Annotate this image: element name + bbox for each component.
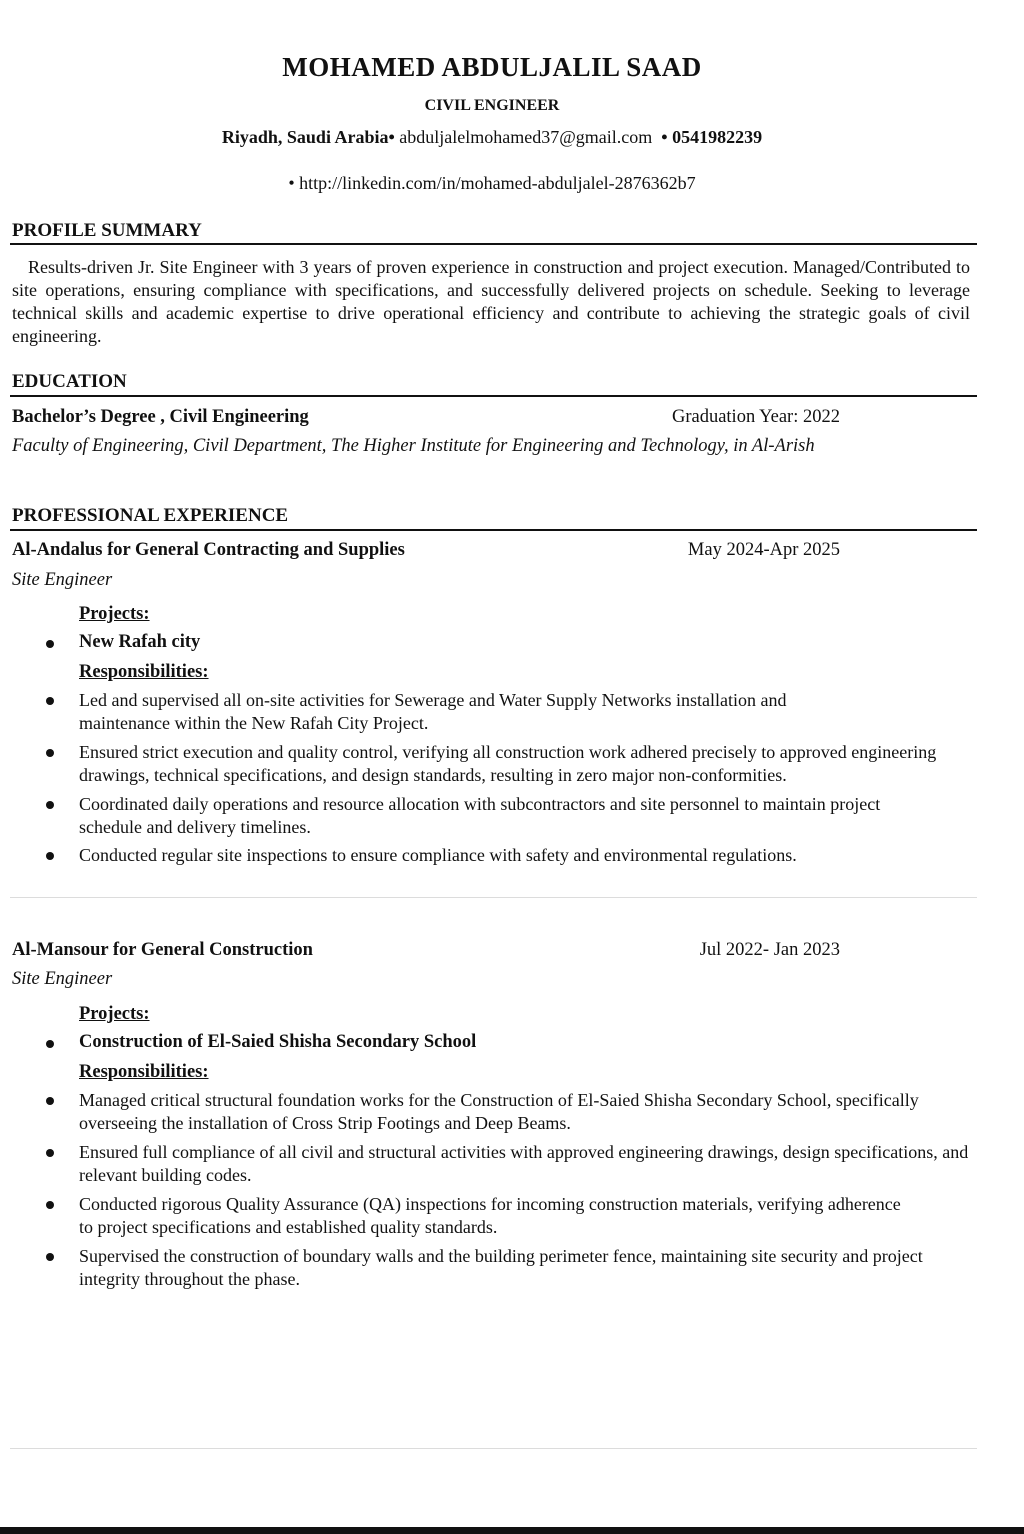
projects-label: Projects:	[79, 1004, 150, 1024]
institution: Faculty of Engineering, Civil Department, The Higher Institute for Engineering and Technology, in Al-Arish	[12, 436, 815, 456]
project-name: New Rafah city	[79, 632, 201, 652]
degree: Bachelor’s Degree , Civil Engineering	[12, 407, 309, 427]
location: Riyadh, Saudi Arabia	[221, 127, 389, 147]
bullet-icon	[46, 1097, 54, 1105]
job-title: CIVIL ENGINEER	[424, 97, 560, 114]
profile-summary-heading: PROFILE SUMMARY	[12, 220, 202, 241]
bullet-icon	[46, 1253, 54, 1261]
responsibility-item: Conducted regular site inspections to ensure compliance with safety and environmental regulations.	[79, 845, 797, 865]
responsibility-item: Managed critical structural foundation works for the Construction of El-Saied Shisha Secondary School, specifically overseeing the installation of Cross Strip Footings and Deep Beams.	[79, 1090, 919, 1133]
bullet-icon	[46, 1040, 54, 1048]
phone-number: 0541982239	[672, 127, 763, 147]
bullet-icon	[46, 801, 54, 809]
page-divider	[10, 1448, 977, 1449]
job-dates: Jul 2022- Jan 2023	[699, 940, 840, 960]
bullet-icon	[46, 697, 54, 705]
responsibilities-label: Responsibilities:	[79, 1062, 209, 1082]
experience-heading: PROFESSIONAL EXPERIENCE	[12, 505, 289, 526]
linkedin-link[interactable]: • http://linkedin.com/in/mohamed-abduljalel-2876362b7	[288, 173, 696, 193]
section-divider	[10, 243, 977, 245]
email-link[interactable]: abduljalelmohamed37@gmail.com	[399, 127, 653, 147]
job-role: Site Engineer	[12, 969, 113, 989]
education-heading: EDUCATION	[12, 371, 127, 392]
profile-summary-text: Results-driven Jr. Site Engineer with 3 years of proven experience in construction and project execution. Managed/Contributed to site operations, ensuring compliance with specifications, and successfully delivered projects on schedule. Seeking to leverage technical skills and academic expertise to drive operational efficiency and contribute to achieving the strategic goals of civil engineering.	[12, 257, 970, 346]
job-role: Site Engineer	[12, 570, 113, 590]
bullet-icon	[46, 1201, 54, 1209]
responsibility-item: Supervised the construction of boundary walls and the building perimeter fence, maintaining site security and project integrity throughout the phase.	[79, 1246, 923, 1289]
responsibility-item: Coordinated daily operations and resource allocation with subcontractors and site personnel to maintain project schedule and delivery timelines.	[79, 794, 881, 837]
section-divider	[10, 395, 977, 397]
responsibility-item: Ensured full compliance of all civil and structural activities with approved engineering drawings, design specifications, and relevant building codes.	[79, 1142, 969, 1185]
project-name: Construction of El-Saied Shisha Secondary School	[79, 1032, 477, 1052]
projects-label: Projects:	[79, 604, 150, 624]
bullet-icon	[46, 640, 54, 648]
job-company: Al-Andalus for General Contracting and Supplies	[12, 540, 405, 560]
responsibilities-label: Responsibilities:	[79, 662, 209, 682]
job-divider	[10, 897, 977, 898]
bullet-icon	[46, 749, 54, 757]
bottom-bar	[0, 1527, 1024, 1534]
bullet-icon	[46, 1149, 54, 1157]
job-dates: May 2024-Apr 2025	[687, 540, 840, 560]
job-company: Al-Mansour for General Construction	[12, 940, 313, 960]
responsibility-item: Ensured strict execution and quality control, verifying all construction work adhered precisely to approved engineering drawings, technical specifications, and design standards, resulting in zero major non-conformities.	[79, 742, 937, 785]
contact-line: Riyadh, Saudi Arabia• abduljalelmohamed37@gmail.com • 0541982239	[221, 127, 763, 147]
bullet-icon	[46, 852, 54, 860]
responsibility-item: Led and supervised all on-site activities for Sewerage and Water Supply Networks installation and maintenance within the New Rafah City Project.	[79, 690, 787, 733]
responsibility-item: Conducted rigorous Quality Assurance (QA) inspections for incoming construction materials, verifying adherence to project specifications and established quality standards.	[79, 1194, 901, 1237]
section-divider	[10, 529, 977, 531]
resume-name: MOHAMED ABDULJALIL SAAD	[282, 52, 702, 82]
graduation-year: Graduation Year: 2022	[671, 407, 840, 427]
